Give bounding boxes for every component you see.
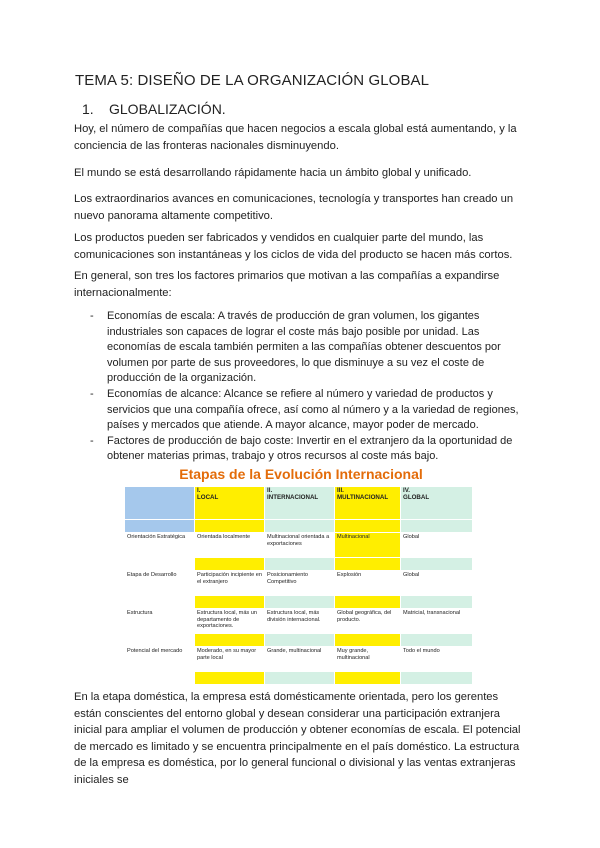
list-item-text: Economías de escala: A través de producción de gran volumen, los gigantes industriales son capaces de lograr el coste más bajo posible por unidad. Las economías de escala también permiten a las compañías obtener descuentos por volumen por parte de sus proveedores, lo que disminuye a su vez el coste de producción de la organización. xyxy=(107,310,501,385)
band-row xyxy=(125,596,473,609)
band-row xyxy=(125,634,473,647)
band-row xyxy=(125,520,473,533)
paragraph-4: Los productos pueden ser fabricados y vendidos en cualquier parte del mundo, las comunicaciones son instantáneas y los ciclos de vida del producto se hacen más cortos. xyxy=(74,232,513,261)
evolution-stages-table xyxy=(124,486,473,685)
header-cell-internacional xyxy=(265,487,335,520)
header-num: III. xyxy=(337,487,344,494)
header-cell-global xyxy=(401,487,473,520)
band-row xyxy=(125,672,473,685)
cell-internacional: Estructura local, más división internacional. xyxy=(265,609,335,634)
header-num: II. xyxy=(267,487,273,494)
cell-local: Orientada localmente xyxy=(195,533,265,558)
paragraph-1: Hoy, el número de compañías que hacen negocios a escala global está aumentando, y la conciencia de las fronteras nacionales disminuyendo. xyxy=(74,123,517,152)
header-cell-blank xyxy=(125,487,195,520)
paragraph-5: En general, son tres los factores primarios que motivan a las compañías a expandirse internacionalmente: xyxy=(74,270,500,299)
section-number: 1. xyxy=(82,101,94,117)
header-cell-multinacional xyxy=(335,487,401,520)
cell-internacional: Grande, multinacional xyxy=(265,647,335,672)
cell-local: Moderado, en su mayor parte local xyxy=(195,647,265,672)
list-item xyxy=(90,434,530,465)
cell-multinacional: Multinacional xyxy=(335,533,401,558)
factor-list xyxy=(90,309,530,465)
cell-global: Global xyxy=(401,571,473,596)
figure-title: Etapas de la Evolución Internacional xyxy=(179,466,423,482)
band-row xyxy=(125,558,473,571)
paragraph-2: El mundo se está desarrollando rápidamente hacia un ámbito global y unificado. xyxy=(74,167,472,179)
list-item-text: Factores de producción de bajo coste: Invertir en el extranjero da la oportunidad de obtener materias primas, trabajo y otros recursos al coste más bajo. xyxy=(107,434,513,463)
cell-multinacional: Muy grande, multinacional xyxy=(335,647,401,672)
cell-local: Participación incipiente en el extranjero xyxy=(195,571,265,596)
table-row xyxy=(125,647,473,672)
cell-global: Matricial, transnacional xyxy=(401,609,473,634)
row-label: Orientación Estratégica xyxy=(125,533,195,558)
cell-global: Global xyxy=(401,533,473,558)
closing-paragraph: En la etapa doméstica, la empresa está domésticamente orientada, pero los gerentes están conscientes del entorno global y desean considerar una participación extranjera inicial para ampliar el volumen de producción y obtener economías de escala. El potencial de mercado es limitado y se encuentra principalmente en el país doméstico. La estructura de la empresa es doméstica, por lo general funcional o divisional y las ventas extranjeras iniciales se xyxy=(74,691,521,786)
bullet-dash: - xyxy=(90,434,94,447)
list-item-text: Economías de alcance: Alcance se refiere al número y variedad de productos y servicios que una compañía ofrece, así como al número y a la variedad de regiones, países y mercados que atiende. A mayor alcance, mayor poder de mercado. xyxy=(107,387,519,432)
row-label: Potencial del mercado xyxy=(125,647,195,672)
bullet-dash: - xyxy=(90,310,94,322)
cell-internacional: Multinacional orientada a exportaciones xyxy=(265,533,335,558)
list-item xyxy=(90,309,530,387)
header-name: INTERNACIONAL xyxy=(267,493,319,501)
header-num: I. xyxy=(197,487,201,494)
list-item xyxy=(90,387,530,434)
header-name: LOCAL xyxy=(197,493,219,501)
row-label: Estructura xyxy=(125,609,195,634)
bullet-dash: - xyxy=(90,387,94,400)
table-row xyxy=(125,571,473,596)
row-label: Etapa de Desarrollo xyxy=(125,571,195,596)
cell-global: Todo el mundo xyxy=(401,647,473,672)
cell-multinacional: Explosión xyxy=(335,571,401,596)
header-cell-local xyxy=(195,487,265,520)
header-name: MULTINACIONAL xyxy=(337,493,389,501)
section-heading xyxy=(82,101,226,117)
cell-local: Estructura local, más un departamento de exportaciones. xyxy=(195,609,265,634)
cell-multinacional: Global geográfica, del producto. xyxy=(335,609,401,634)
paragraph-3: Los extraordinarios avances en comunicaciones, tecnología y transportes han creado un nuevo panorama altamente competitivo. xyxy=(74,193,514,222)
section-title: GLOBALIZACIÓN. xyxy=(109,101,226,117)
table-row xyxy=(125,609,473,634)
cell-internacional: Posicionamiento Competitivo xyxy=(265,571,335,596)
document-title: TEMA 5: DISEÑO DE LA ORGANIZACIÓN GLOBAL xyxy=(75,72,430,89)
header-num: IV. xyxy=(403,487,410,494)
table-row xyxy=(125,533,473,558)
table-header-row xyxy=(125,487,473,520)
header-name: GLOBAL xyxy=(403,493,430,501)
